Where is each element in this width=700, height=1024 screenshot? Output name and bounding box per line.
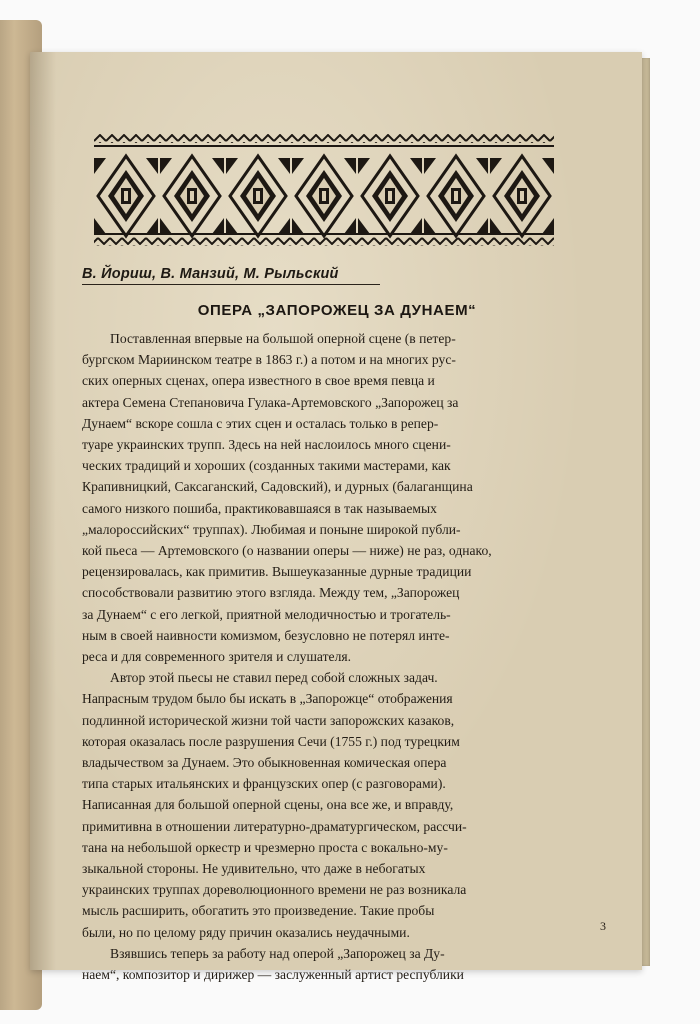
text-line: тана на небольшой оркестр и чрезмерно проста с вокально-му- [82, 839, 448, 855]
text-line: ских оперных сценах, опера известного в свое время певца и [82, 373, 435, 389]
body-text [82, 328, 602, 985]
text-line: реса и для современного зрителя и слушателя. [82, 649, 352, 665]
text-line: мысль расширить, обогатить это произведение. Такие пробы [82, 903, 435, 919]
text-line: наем“, композитор и дирижер — заслуженный артист республики [82, 967, 464, 983]
text-line: бургском Мариинском театре в 1863 г.) а потом и на многих рус- [82, 352, 456, 368]
book-page [30, 52, 642, 983]
text-line: туаре украинских трупп. Здесь на ней наслоилось много сцени- [82, 437, 451, 453]
text-line: подлинной исторической жизни той части запорожских казаков, [82, 712, 455, 728]
text-line: Написанная для большой оперной сцены, она все же, и вправду, [82, 797, 454, 813]
text-line: ным в своей наивности комизмом, безусловно не потерял инте- [82, 627, 450, 643]
text-line: актера Семена Степановича Гулака-Артемовского „Запорожец за [82, 394, 459, 410]
text-line: Взявшись теперь за работу над оперой „Запорожец за Ду- [110, 945, 445, 961]
text-line: были, но по целому ряду причин оказались неудачными. [82, 924, 410, 940]
text-line: рецензировалась, как примитив. Вышеуказанные дурные традиции [82, 564, 472, 580]
text-line: Поставленная впервые на большой оперной сцене (в петер- [110, 331, 456, 346]
text-line: ческих традиций и хороших (созданных такими мастерами, как [82, 458, 451, 474]
authors-line: В. Йориш, В. Манзий, М. Рыльский [82, 266, 380, 285]
page-stack-edge [642, 58, 650, 966]
text-line: Крапивницкий, Саксаганский, Садовский), и дурных (балаганщина [82, 479, 473, 495]
text-line: украинских труппах дореволюционного времени не раз возникала [82, 882, 467, 898]
text-line: „малороссийских“ труппах). Любимая и поныне широкой публи- [82, 521, 461, 537]
text-line: владычеством за Дунаем. Это обыкновенная комическая опера [82, 755, 447, 771]
text-line: за Дунаем“ с его легкой, приятной мелодичностью и трогатель- [82, 606, 451, 622]
page-number: 3 [600, 919, 606, 933]
folk-ornament-border [94, 134, 554, 246]
text-line: Автор этой пьесы не ставил перед собой сложных задач. [110, 670, 438, 686]
article-title: ОПЕРА „ЗАПОРОЖЕЦ ЗА ДУНАЕМ“ [197, 302, 477, 319]
text-line: которая оказалась после разрушения Сечи (1755 г.) под турецким [82, 733, 460, 749]
text-line: зыкальной стороны. Не удивительно, что даже в небогатых [82, 861, 426, 877]
text-line: типа старых итальянских и французских опер (с разговорами). [82, 776, 446, 792]
text-line: кой пьеса — Артемовского (о названии оперы — ниже) не раз, однако, [82, 543, 492, 559]
text-line: Напрасным трудом было бы искать в „Запорожце“ отображения [82, 691, 453, 707]
text-line: примитивна в отношении литературно-драматургическом, рассчи- [82, 818, 467, 834]
text-line: Дунаем“ вскоре сошла с этих сцен и осталась только в репер- [82, 415, 439, 431]
text-line: способствовали развитию этого взгляда. Между тем, „Запорожец [82, 585, 460, 601]
text-line: самого низкого пошиба, практиковавшаяся в так называемых [82, 500, 437, 516]
